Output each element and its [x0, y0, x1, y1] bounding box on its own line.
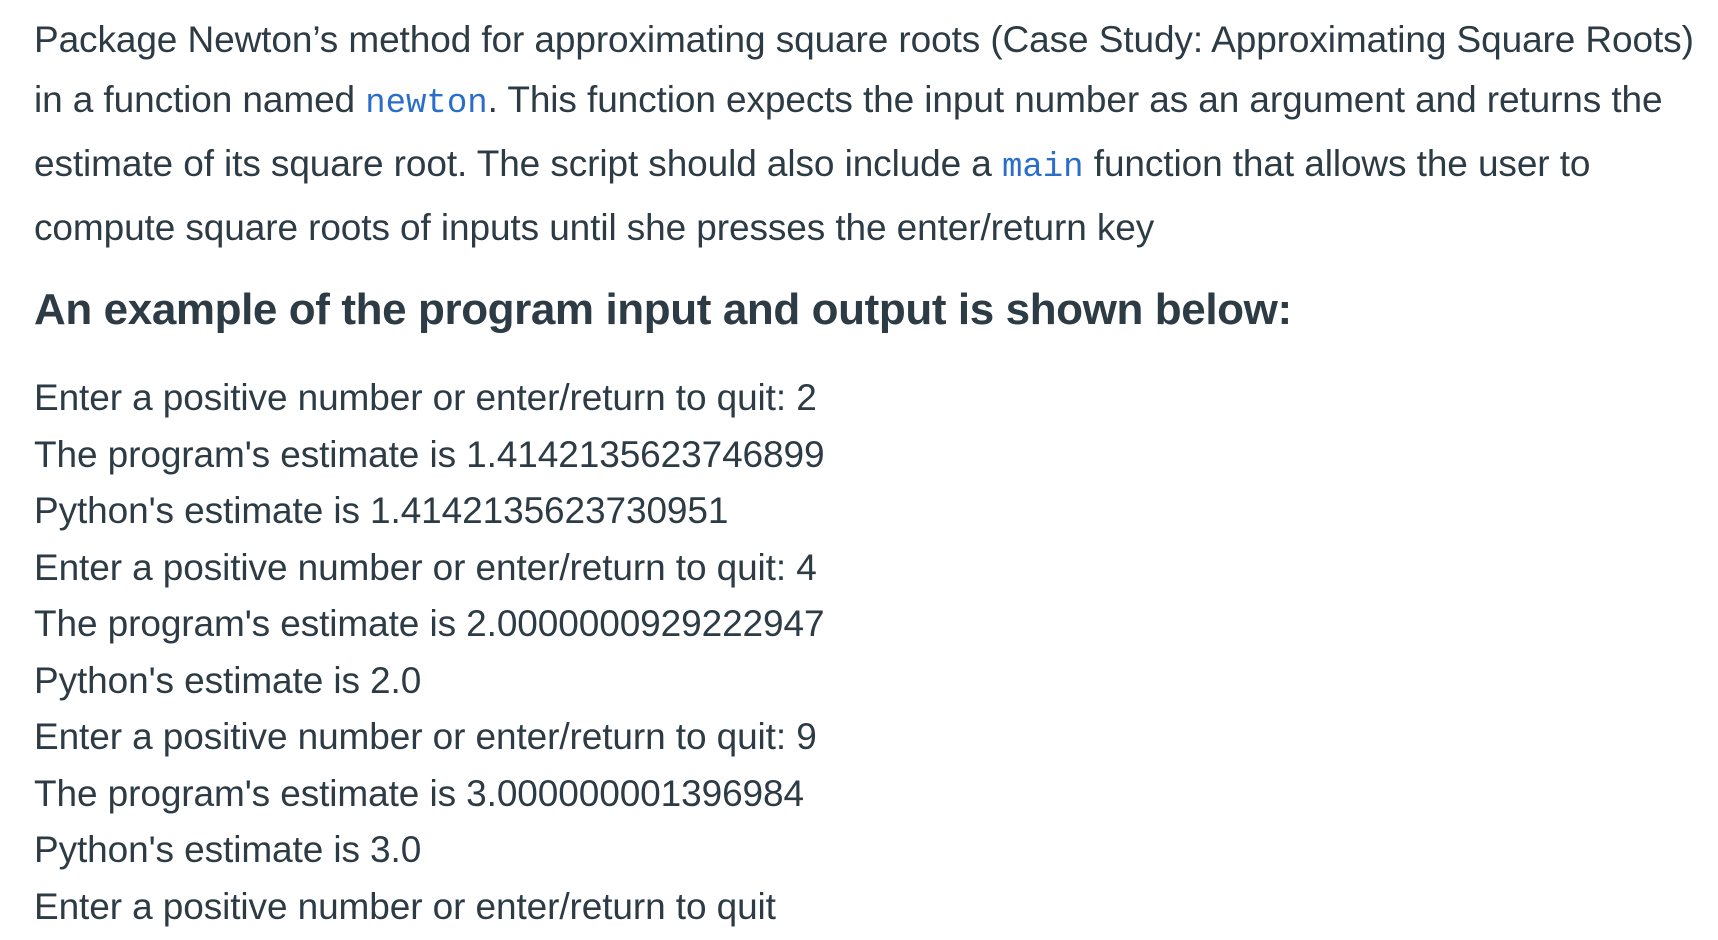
example-heading: An example of the program input and output is shown below: [34, 285, 1292, 334]
example-line: Enter a positive number or enter/return to quit: 4 [34, 546, 817, 588]
assignment-description [34, 10, 1704, 258]
example-line: Enter a positive number or enter/return to quit: 2 [34, 377, 817, 418]
description-text-intro: Package Newton’s method for approximating square roots (Case Study: Approximating Square Roots) in a function named [34, 19, 1694, 120]
example-line: Python's estimate is 3.0 [34, 829, 422, 870]
description-text-end: function that allows the user to compute square roots of inputs until she presses the enter/return key [34, 143, 1591, 248]
main-function-code: main [1001, 149, 1084, 187]
example-line: The program's estimate is 1.4142135623746899 [34, 433, 825, 475]
example-line: Enter a positive number or enter/return to quit [34, 885, 776, 927]
example-line: The program's estimate is 2.0000000929222947 [34, 603, 825, 644]
example-output [34, 370, 1698, 935]
example-line: Python's estimate is 2.0 [34, 659, 422, 701]
newton-function-code: newton [365, 85, 488, 123]
example-line: Python's estimate is 1.4142135623730951 [34, 490, 729, 531]
example-line: Enter a positive number or enter/return to quit: 9 [34, 716, 817, 757]
example-line: The program's estimate is 3.000000001396984 [34, 772, 804, 814]
description-text-middle: . This function expects the input number as an argument and returns the estimate of its square root. The script should also include a [34, 79, 1663, 184]
